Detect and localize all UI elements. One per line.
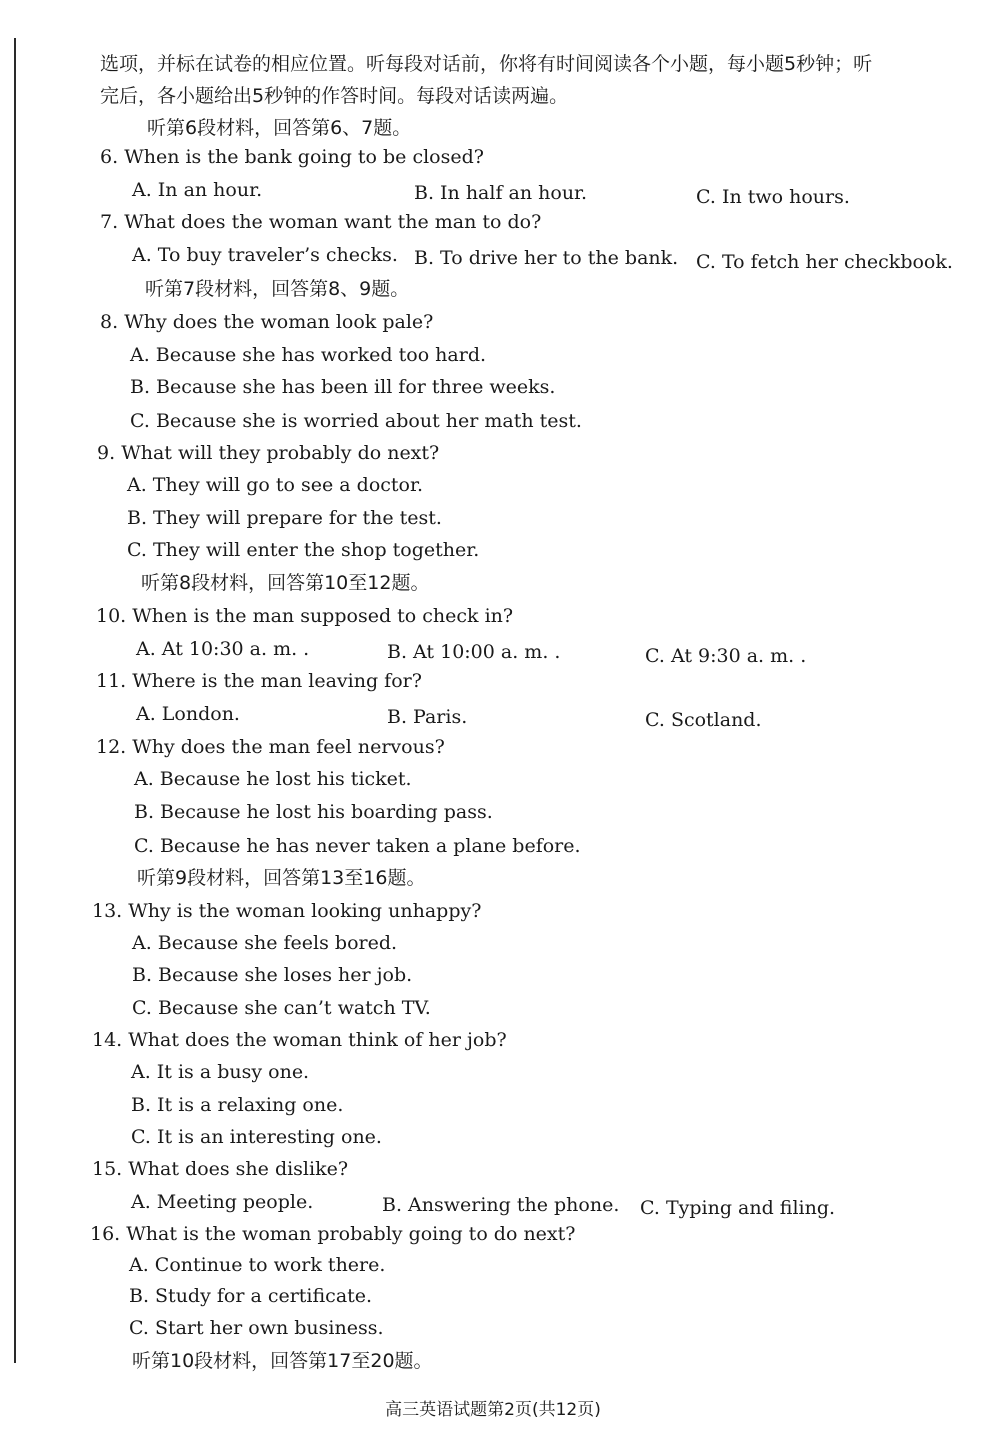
option-b: B. They will prepare for the test. <box>127 507 442 529</box>
question-text: When is the man supposed to check in? <box>132 605 514 627</box>
question-number: 10. <box>96 605 127 627</box>
section-heading: 听第9段材料，回答第13至16题。 <box>137 867 426 889</box>
option-b: B. Answering the phone. <box>382 1194 620 1216</box>
option-a: A. London. <box>136 703 240 725</box>
question-text: What does the woman think of her job? <box>128 1029 507 1051</box>
section-heading: 听第10段材料，回答第17至20题。 <box>132 1350 433 1372</box>
question-text: When is the bank going to be closed? <box>124 146 484 168</box>
option-b: B. In half an hour. <box>414 182 588 204</box>
option-c: C. Start her own business. <box>129 1317 384 1339</box>
section-heading: 听第8段材料，回答第10至12题。 <box>141 572 430 594</box>
option-a: A. They will go to see a doctor. <box>127 474 424 496</box>
option-a: A. At 10:30 a. m. . <box>136 638 310 660</box>
question-7 <box>100 209 541 235</box>
question-text: What will they probably do next? <box>121 442 440 464</box>
option-a: A. Continue to work there. <box>129 1254 386 1276</box>
option-c: C. Because she is worried about her math test. <box>130 410 582 432</box>
intro-line-1: 选项，并标在试卷的相应位置。听每段对话前，你将有时间阅读各个小题，每小题5秒钟；听 <box>100 53 873 75</box>
section-heading: 听第7段材料，回答第8、9题。 <box>145 278 410 300</box>
question-12 <box>96 734 445 760</box>
option-c: C. Scotland. <box>645 709 762 731</box>
question-text: What does she dislike? <box>128 1158 349 1180</box>
question-number: 14. <box>92 1029 123 1051</box>
question-text: What is the woman probably going to do next? <box>126 1223 576 1245</box>
question-16 <box>90 1221 575 1247</box>
question-text: What does the woman want the man to do? <box>124 211 542 233</box>
option-c: C. To fetch her checkbook. <box>696 251 953 273</box>
option-c: C. In two hours. <box>696 186 850 208</box>
page-footer: 高三英语试题第2页(共12页) <box>385 1400 601 1420</box>
option-c: C. It is an interesting one. <box>131 1126 382 1148</box>
option-b: B. To drive her to the bank. <box>414 247 679 269</box>
question-13 <box>92 898 481 924</box>
option-a: A. Meeting people. <box>131 1191 314 1213</box>
question-15 <box>92 1156 348 1182</box>
question-text: Why does the man feel nervous? <box>132 736 445 758</box>
option-a: A. Because he lost his ticket. <box>134 768 412 790</box>
question-number: 6. <box>100 146 119 168</box>
option-b: B. It is a relaxing one. <box>131 1094 344 1116</box>
section-heading: 听第6段材料，回答第6、7题。 <box>147 117 412 139</box>
question-number: 11. <box>96 670 127 692</box>
option-c: C. At 9:30 a. m. . <box>645 645 807 667</box>
question-10 <box>96 603 513 629</box>
option-a: A. It is a busy one. <box>131 1061 310 1083</box>
option-b: B. Because he lost his boarding pass. <box>134 801 493 823</box>
option-c: C. Typing and filing. <box>640 1197 836 1219</box>
question-6 <box>100 144 484 170</box>
option-c: C. They will enter the shop together. <box>127 539 480 561</box>
question-11 <box>96 668 422 694</box>
option-a: A. Because she feels bored. <box>132 932 398 954</box>
option-c: C. Because she can’t watch TV. <box>132 997 431 1019</box>
question-number: 9. <box>97 442 116 464</box>
option-a: A. To buy traveler’s checks. <box>132 244 398 266</box>
option-b: B. Paris. <box>387 706 468 728</box>
question-number: 8. <box>100 311 119 333</box>
intro-line-2: 完后，各小题给出5秒钟的作答时间。每段对话读两遍。 <box>100 85 569 107</box>
option-b: B. Because she has been ill for three weeks. <box>130 376 556 398</box>
question-number: 15. <box>92 1158 123 1180</box>
question-text: Why does the woman look pale? <box>124 311 434 333</box>
question-8 <box>100 309 433 335</box>
question-14 <box>92 1027 507 1053</box>
question-text: Why is the woman looking unhappy? <box>128 900 482 922</box>
question-number: 13. <box>92 900 123 922</box>
option-b: B. Because she loses her job. <box>132 964 413 986</box>
margin-line <box>14 38 16 1363</box>
question-number: 16. <box>90 1223 121 1245</box>
question-number: 12. <box>96 736 127 758</box>
option-b: B. At 10:00 a. m. . <box>387 641 561 663</box>
question-text: Where is the man leaving for? <box>132 670 422 692</box>
question-number: 7. <box>100 211 119 233</box>
option-b: B. Study for a certificate. <box>129 1285 373 1307</box>
option-a: A. In an hour. <box>132 179 263 201</box>
question-9 <box>97 440 439 466</box>
option-c: C. Because he has never taken a plane before. <box>134 835 581 857</box>
option-a: A. Because she has worked too hard. <box>130 344 487 366</box>
